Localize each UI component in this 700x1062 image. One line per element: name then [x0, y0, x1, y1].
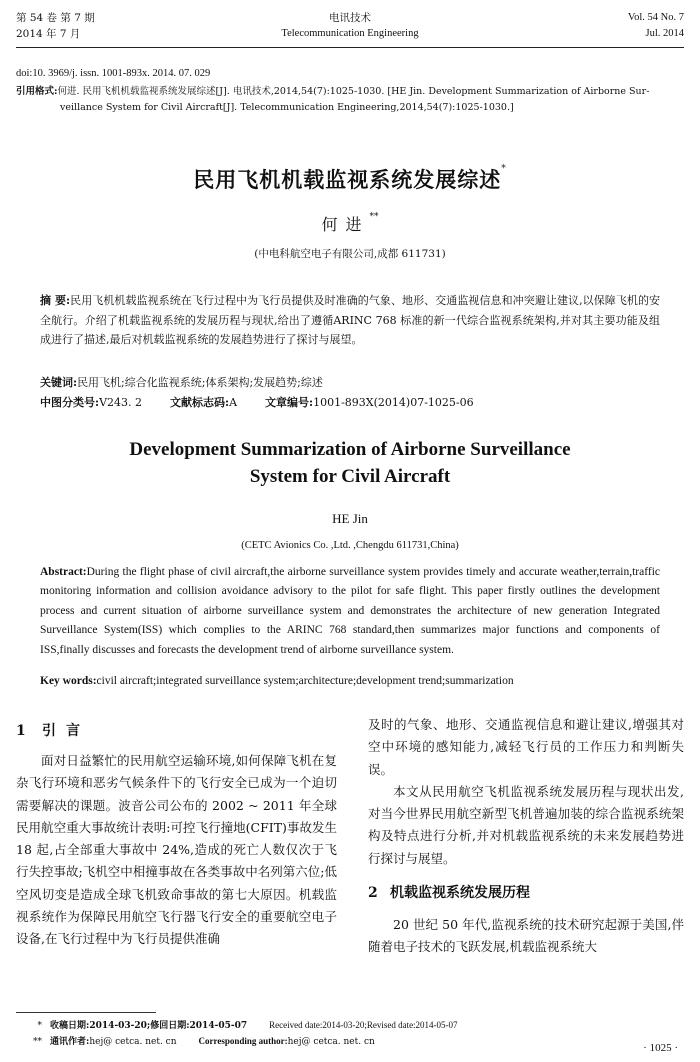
- section2-paragraph1: 20 世纪 50 年代,监视系统的技术研究起源于美国,伴随着电子技术的飞跃发展,机载监视系统大: [368, 917, 684, 955]
- header-center: [200, 10, 500, 42]
- section1-heading: [16, 718, 337, 744]
- affiliation-cn: (中电科航空电子有限公司,成都 611731): [254, 248, 446, 260]
- article-number-value: 1001-893X(2014)07-1025-06: [313, 396, 474, 409]
- title-en-line2: System for Civil Aircraft: [249, 466, 451, 487]
- clc-value: V243. 2: [99, 396, 142, 409]
- header-volume-en: Vol. 54 No. 7: [627, 12, 684, 23]
- keywords-cn-label: 关键词:: [40, 376, 78, 389]
- doc-code-value: A: [229, 396, 238, 409]
- section2-heading: [368, 880, 684, 906]
- section1-title: 引言: [42, 723, 90, 739]
- author-cn-name: 何进: [321, 215, 370, 234]
- corresponding-email-1: hej@ cetca. net. cn: [89, 1037, 177, 1047]
- title-en-line1: Development Summarization of Airborne Surveillance: [129, 439, 571, 460]
- title-cn-text: 民用飞机机载监视系统发展综述: [193, 167, 502, 192]
- header-divider: [16, 47, 684, 48]
- citation-line1: 何进. 民用飞机机载监视系统发展综述[J]. 电讯技术,2014,54(7):1025-1030. [HE Jin. Development Summarization of Airborne Sur-: [57, 86, 650, 97]
- page-number: · 1025 ·: [643, 1042, 678, 1054]
- citation-line2: veillance System for Civil Aircraft[J]. Telecommunication Engineering,2014,54(7):1025-1030.]: [60, 102, 514, 113]
- author-en: HE Jin: [332, 511, 368, 526]
- header-right: [628, 10, 684, 42]
- header-left: [16, 10, 95, 42]
- doi-line: doi:10. 3969/j. issn. 1001-893x. 2014. 07. 029: [16, 68, 211, 79]
- title-en: [0, 436, 700, 490]
- abstract-en-text: During the flight phase of civil aircraft,the airborne surveillance system provides timely and accurate weather,terrain,traffic monitoring information and collision avoidance advisory to the pilot for safe flight. This paper firstly outlines the development process and current situation of airborne surveillance system and demonstrates the architecture of new generation Integrated Surveillance System(ISS) which complies to the ARINC 768 standard,then summarizes major functions and components of ISS,finally discusses and forecasts the development trend of airborne surveillance system.: [40, 566, 660, 656]
- section1-paragraph1: 面对日益繁忙的民用航空运输环境,如何保障飞机在复杂飞行环境和恶劣气候条件下的飞行安全已成为一个迫切需要解决的课题。波音公司公布的 2002 ~ 2011 年全球民用航空重大事故统计表明:可控飞行撞地(CFIT)事故发生 18 起,占全部重大事故中 24%,造成的死亡人数仅次于飞行失控事故;飞机空中相撞事故在各类事故中名列第六位;低空风切变是造成全球飞机致命事故的第七大原因。机载监视系统作为保障民用航空飞行器飞行安全的重要航空电子设备,在飞行过程中为飞行员提供准确: [16, 753, 337, 947]
- footnote-author: [16, 1034, 684, 1049]
- citation-format: [16, 84, 684, 116]
- section2-number: 2: [368, 885, 378, 902]
- section1-paragraph2: 本文从民用航空飞机监视系统发展历程与现状出发,对当今世界民用航空新型飞机普遍加装的综合监视系统架构及特点进行分析,并对机载监视系统的未来发展趋势进行探讨与展望。: [368, 783, 684, 866]
- footnote-mark-2: **: [33, 1037, 42, 1047]
- footnote-received: [16, 1018, 684, 1033]
- header-date-cn: 2014 年 7 月: [16, 28, 81, 40]
- received-dates-en: Received date:2014-03-20;Revised date:2014-05-07: [269, 1020, 458, 1030]
- header-journal-en: Telecommunication Engineering: [281, 28, 419, 39]
- affiliation-en: (CETC Avionics Co. ,Ltd. ,Chengdu 611731,China): [241, 540, 459, 551]
- author-cn-footnote-mark: **: [369, 212, 379, 222]
- keywords-cn-text: 民用飞机;综合化监视系统;体系架构;发展趋势;综述: [77, 376, 323, 389]
- footnote-divider: [16, 1012, 156, 1013]
- abstract-cn-text: 民用飞机机载监视系统在飞行过程中为飞行员提供及时准确的气象、地形、交通监视信息和冲突避让建议,以保障飞机的安全航行。介绍了机载监视系统的发展历程与现状,给出了遵循ARINC 768 标准的新一代综合监视系统架构,并对其主要功能及组成进行了描述,最后对机载监视系统的发展趋势进行了探讨与展望。: [40, 294, 661, 346]
- title-cn: [0, 164, 700, 194]
- body-column-left: [16, 718, 337, 951]
- article-number-label: 文章编号:: [265, 396, 314, 409]
- corresponding-email-2: hej@ cetca. net. cn: [287, 1037, 375, 1047]
- section1-paragraph1-continued: 及时的气象、地形、交通监视信息和避让建议,增强其对空中环境的感知能力,减轻飞行员的工作压力和判断失误。: [368, 717, 684, 777]
- keywords-cn: [40, 373, 660, 393]
- author-cn: [0, 212, 700, 235]
- received-dates-cn: 收稿日期:2014-03-20;修回日期:2014-05-07: [50, 1021, 248, 1031]
- clc-label: 中图分类号:: [40, 396, 100, 409]
- classification-line: [40, 393, 660, 413]
- abstract-en: [40, 563, 660, 660]
- section1-number: 1: [16, 723, 26, 739]
- header-journal-cn: 电讯技术: [329, 12, 371, 24]
- corresponding-author-cn-label: 通讯作者:: [50, 1037, 90, 1047]
- footnote-mark-1: *: [37, 1021, 42, 1031]
- doc-code-label: 文献标志码:: [170, 396, 230, 409]
- citation-label: 引用格式:: [16, 86, 58, 97]
- keywords-en: [40, 672, 660, 691]
- keywords-en-text: civil aircraft;integrated surveillance system;architecture;development trend;summarization: [96, 675, 514, 687]
- keywords-en-label: Key words:: [40, 675, 97, 687]
- section2-title: 机载监视系统发展历程: [390, 885, 530, 902]
- title-cn-footnote-mark: *: [501, 164, 507, 174]
- abstract-cn: [40, 291, 660, 350]
- corresponding-author-en-label: Corresponding author:: [198, 1036, 288, 1046]
- header-volume-cn: 第 54 卷 第 7 期: [16, 12, 95, 24]
- abstract-en-label: Abstract:: [40, 566, 87, 578]
- body-column-right: [368, 714, 684, 959]
- abstract-cn-label: 摘 要:: [40, 294, 71, 307]
- header-date-en: Jul. 2014: [645, 28, 684, 39]
